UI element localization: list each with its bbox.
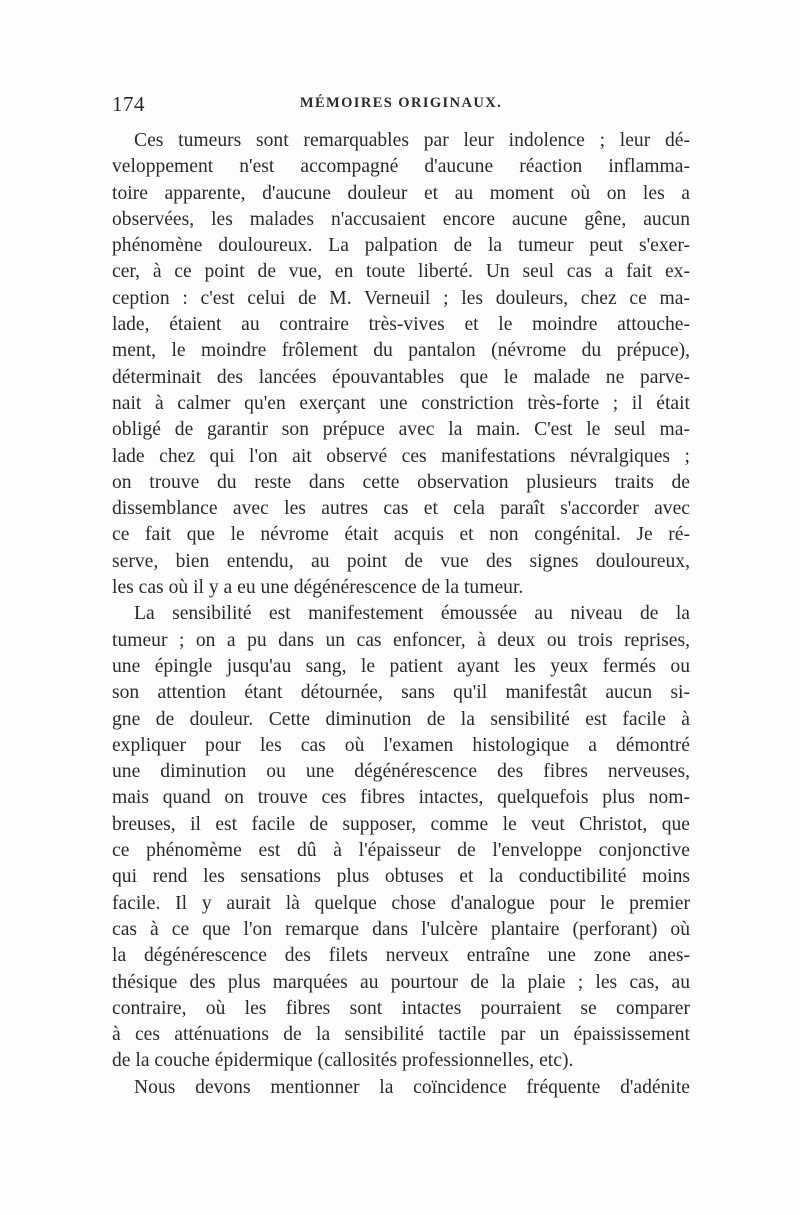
text-line: mais quand on trouve ces fibres intactes, quelquefois plus nom- xyxy=(112,787,690,809)
text-line: serve, bien entendu, au point de vue des signes douloureux, xyxy=(112,550,690,572)
text-line: contraire, où les fibres sont intactes pourraient se comparer xyxy=(112,997,690,1019)
page-number: 174 xyxy=(112,92,145,116)
text-line: une diminution ou une dégénérescence des fibres nerveuses, xyxy=(112,761,690,783)
text-line: obligé de garantir son prépuce avec la main. C'est le seul ma- xyxy=(112,419,690,441)
text-line: lade, étaient au contraire très-vives et le moindre attouche- xyxy=(112,314,690,336)
text-line: observées, les malades n'accusaient encore aucune gêne, aucun xyxy=(112,208,690,230)
text-line: expliquer pour les cas où l'examen histologique a démontré xyxy=(112,734,690,756)
text-line: nait à calmer qu'en exerçant une constriction très-forte ; il était xyxy=(112,392,690,414)
text-line: tumeur ; on a pu dans un cas enfoncer, à deux ou trois reprises, xyxy=(112,629,690,651)
text-line: de la couche épidermique (callosités professionnelles, etc). xyxy=(112,1050,574,1072)
header-title: MÉMOIRES ORIGINAUX. xyxy=(299,95,503,111)
text-line: facile. Il y aurait là quelque chose d'analogue pour le premier xyxy=(112,892,690,914)
text-line: phénomène douloureux. La palpation de la tumeur peut s'exer- xyxy=(112,235,690,257)
text-line: qui rend les sensations plus obtuses et la conductibilité moins xyxy=(112,866,690,888)
text-line: son attention étant détournée, sans qu'il manifestât aucun si- xyxy=(112,682,690,704)
text-line: thésique des plus marquées au pourtour de la plaie ; les cas, au xyxy=(112,971,690,993)
text-line: Ces tumeurs sont remarquables par leur indolence ; leur dé- xyxy=(134,130,690,151)
text-line: à ces atténuations de la sensibilité tactile par un épaississement xyxy=(112,1024,690,1046)
text-line: gne de douleur. Cette diminution de la sensibilité est facile à xyxy=(112,708,690,730)
text-line: ment, le moindre frôlement du pantalon (névrome du prépuce), xyxy=(112,340,690,362)
text-line: toire apparente, d'aucune douleur et au moment où on les a xyxy=(112,182,690,204)
text-line: la dégénérescence des filets nerveux entraîne une zone anes- xyxy=(112,945,690,967)
text-line: La sensibilité est manifestement émoussée au niveau de la xyxy=(134,603,690,625)
text-line: cas à ce que l'on remarque dans l'ulcère plantaire (perforant) où xyxy=(112,918,690,940)
text-line: lade chez qui l'on ait observé ces manifestations névralgiques ; xyxy=(112,445,690,467)
text-line: les cas où il y a eu une dégénérescence de la tumeur. xyxy=(112,577,524,599)
text-line: ce fait que le névrome était acquis et non congénital. Je ré- xyxy=(112,524,690,546)
text-line: une épingle jusqu'au sang, le patient ayant les yeux fermés ou xyxy=(112,655,690,677)
text-line: déterminait des lancées épouvantables que le malade ne parve- xyxy=(112,366,690,388)
body-text xyxy=(112,128,690,1101)
text-line: Nous devons mentionner la coïncidence fréquente d'adénite xyxy=(134,1076,690,1098)
text-line: ce phénomème est dû à l'épaisseur de l'enveloppe conjonctive xyxy=(112,840,690,862)
text-line: cer, à ce point de vue, en toute liberté. Un seul cas a fait ex- xyxy=(112,261,690,283)
text-line: ception : c'est celui de M. Verneuil ; les douleurs, chez ce ma- xyxy=(112,287,690,309)
text-line: on trouve du reste dans cette observation plusieurs traits de xyxy=(112,471,690,493)
text-line: dissemblance avec les autres cas et cela paraît s'accorder avec xyxy=(112,498,690,520)
text-line: veloppement n'est accompagné d'aucune réaction inflamma- xyxy=(112,156,690,178)
running-head xyxy=(112,92,690,122)
text-line: breuses, il est facile de supposer, comme le veut Christot, que xyxy=(112,813,690,835)
